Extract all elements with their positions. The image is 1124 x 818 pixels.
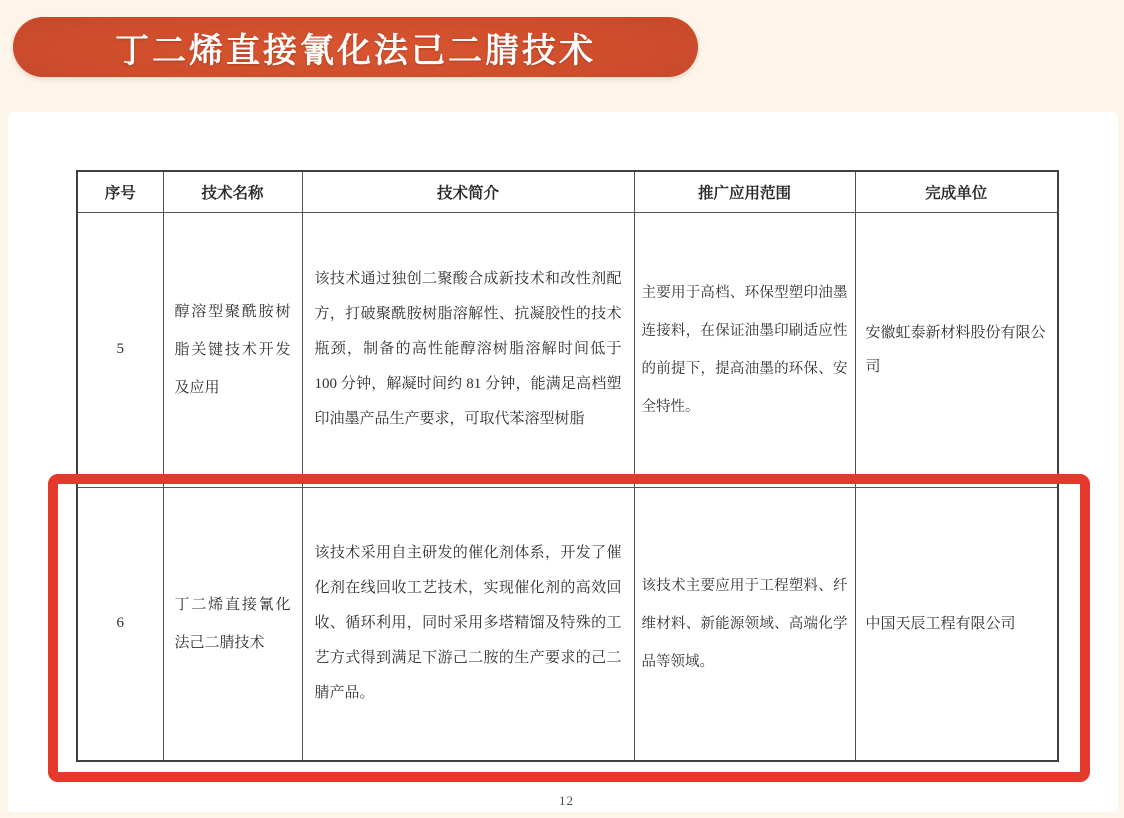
table-row-5 [77,212,1058,487]
cell-5-intro: 该技术通过独创二聚酸合成新技术和改性剂配方，打破聚酰胺树脂溶解性、抗凝胶性的技术瓶颈，制备的高性能醇溶树脂溶解时间低于 100 分钟，解凝时间约 81 分钟，能满足高档塑印油墨产品生产要求，可取代苯溶型树脂 [302,212,634,487]
document-sheet [8,112,1118,812]
header-cell-scope: 推广应用范围 [634,171,855,212]
technology-table [76,170,1059,762]
cell-6-no: 6 [77,487,163,761]
header-cell-name: 技术名称 [163,171,302,212]
header-cell-no: 序号 [77,171,163,212]
cell-6-unit: 中国天辰工程有限公司 [855,487,1058,761]
title-banner [13,17,698,77]
page-title: 丁二烯直接氰化法己二腈技术 [115,31,596,70]
page-number: 12 [559,793,574,808]
cell-6-intro: 该技术采用自主研发的催化剂体系，开发了催化剂在线回收工艺技术，实现催化剂的高效回收、循环利用，同时采用多塔精馏及特殊的工艺方式得到满足下游己二胺的生产要求的己二腈产品。 [302,487,634,761]
cell-5-no: 5 [77,212,163,487]
header-cell-intro: 技术简介 [302,171,634,212]
cell-5-name: 醇溶型聚酰胺树脂关键技术开发及应用 [163,212,302,487]
header-cell-unit: 完成单位 [855,171,1058,212]
cell-6-scope: 该技术主要应用于工程塑料、纤维材料、新能源领域、高端化学品等领域。 [634,487,855,761]
table-header-row [77,171,1058,212]
table-row-6 [77,487,1058,761]
cell-6-name: 丁二烯直接氰化法己二腈技术 [163,487,302,761]
cell-5-unit: 安徽虹泰新材料股份有限公司 [855,212,1058,487]
cell-5-scope: 主要用于高档、环保型塑印油墨连接料，在保证油墨印刷适应性的前提下，提高油墨的环保、安全特性。 [634,212,855,487]
